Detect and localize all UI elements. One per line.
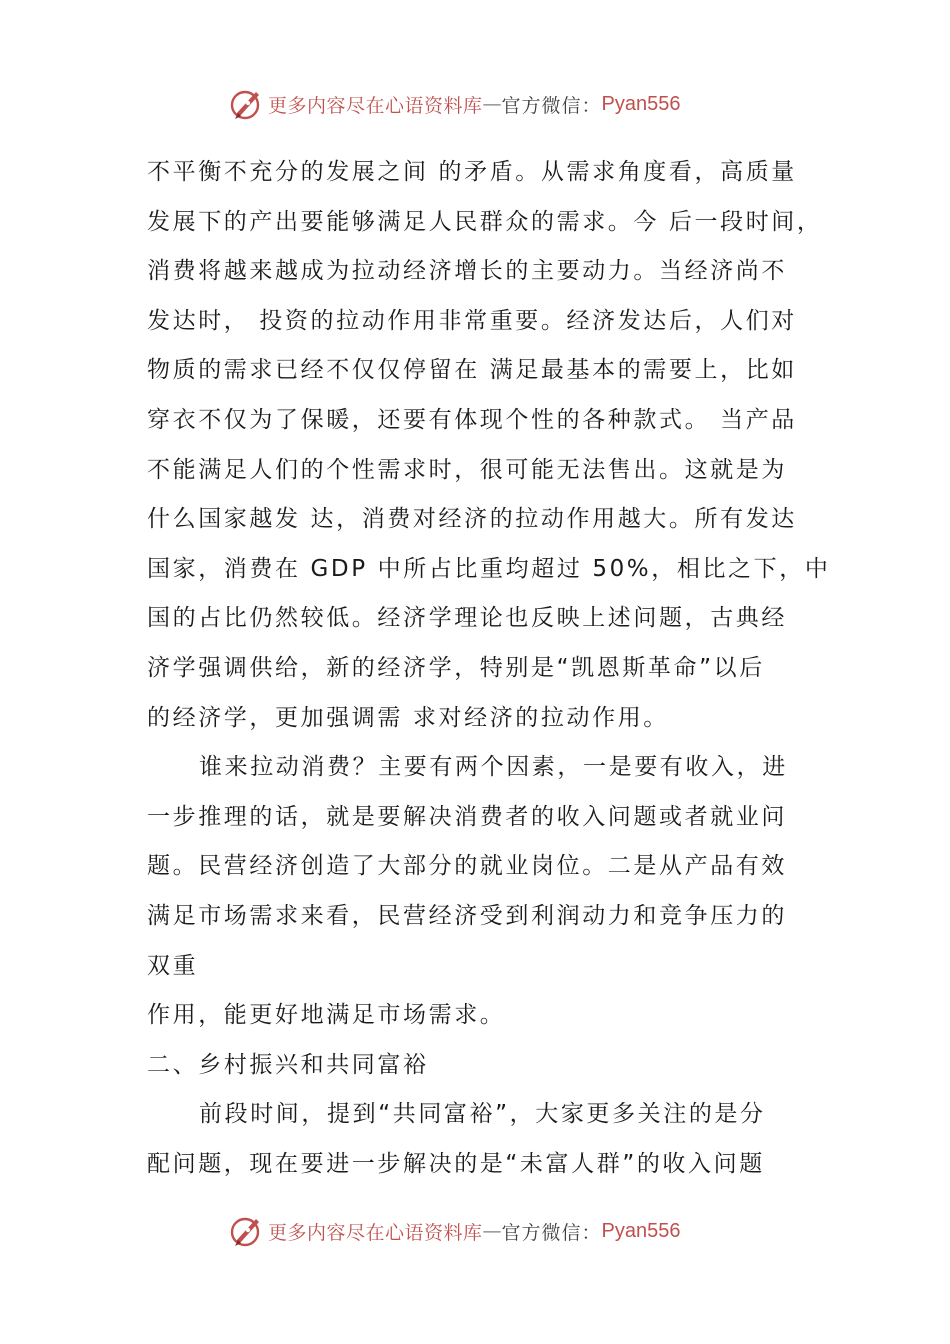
paragraph-start-line: 前段时间，提到“共同富裕”，大家更多关注的是分 (199, 1101, 766, 1128)
text-line: 物质的需求已经不仅仅停留在 满足最基本的需要上，比如 (147, 357, 797, 384)
text-line: 什么国家越发 达，消费对经济的拉动作用越大。所有发达 (147, 506, 797, 533)
header-tag-text: 官方微信： (501, 94, 602, 117)
header-site-text: 更多内容尽在心语资料库 (268, 94, 483, 117)
text-line: 发达时， 投资的拉动作用非常重要。经济发达后，人们对 (147, 307, 797, 334)
text-line: 消费将越来越成为拉动经济增长的主要动力。当经济尚不 (147, 258, 787, 285)
text-line: 题。民营经济创造了大部分的就业岗位。二是从产品有效 (147, 853, 787, 880)
footer-separator: — (482, 1220, 502, 1242)
quill-logo-icon (228, 1213, 264, 1249)
text-line: 作用，能更好地满足市场需求。 (147, 1002, 506, 1029)
text-line: 一步推理的话，就是要解决消费者的收入问题或者就业问 (147, 803, 787, 830)
text-line: 不能满足人们的个性需求时，很可能无法售出。这就是为 (147, 456, 787, 483)
text-line: 不平衡不充分的发展之间 的矛盾。从需求角度看，高质量 (147, 159, 797, 185)
header-banner (228, 84, 681, 124)
quill-logo-icon (228, 86, 264, 122)
text-line: 穿衣不仅为了保暖，还要有体现个性的各种款式。 当产品 (147, 406, 797, 433)
header-wechat-id: Pyan556 (601, 92, 681, 115)
text-line: 双重 (147, 952, 199, 979)
text-line: 济学强调供给，新的经济学，特别是“凯恩斯革命”以后 (147, 654, 765, 681)
footer-wechat-id: Pyan556 (601, 1219, 681, 1242)
header-separator: — (482, 93, 502, 115)
text-line: 的经济学，更加强调需 求对经济的拉动作用。 (147, 704, 669, 731)
text-line: 配问题，现在要进一步解决的是“未富人群”的收入问题 (147, 1150, 765, 1177)
text-line: 国的占比仍然较低。经济学理论也反映上述问题，古典经 (147, 605, 787, 632)
footer-site-text: 更多内容尽在心语资料库 (268, 1221, 483, 1244)
section-heading: 二、乡村振兴和共同富裕 (147, 1051, 429, 1078)
text-line: 满足市场需求来看，民营经济受到利润动力和竞争压力的 (147, 902, 787, 929)
text-line: 国家，消费在 GDP 中所占比重均超过 50%，相比之下，中 (147, 555, 831, 582)
text-line: 发展下的产出要能够满足人民群众的需求。今 后一段时间， (147, 208, 823, 235)
document-body (147, 148, 831, 1189)
footer-tag-text: 官方微信： (501, 1221, 602, 1244)
footer-banner (228, 1211, 681, 1251)
paragraph-start-line: 谁来拉动消费？主要有两个因素，一是要有收入，进 (199, 754, 788, 781)
